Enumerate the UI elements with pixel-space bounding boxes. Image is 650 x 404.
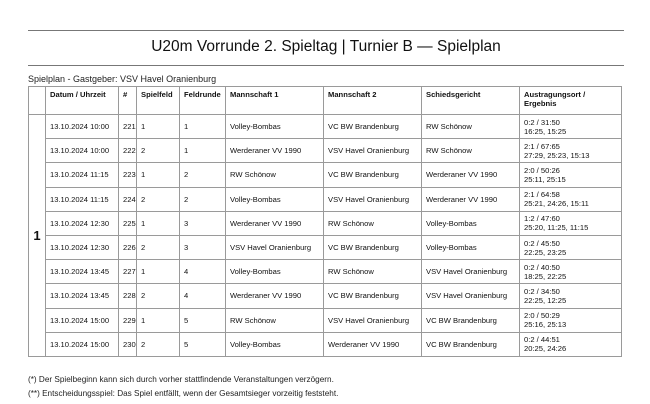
cell-team2: RW Schönow	[324, 211, 422, 235]
cell-datetime: 13.10.2024 10:00	[46, 139, 119, 163]
cell-team2: VSV Havel Oranienburg	[324, 308, 422, 332]
cell-team2: VC BW Brandenburg	[324, 235, 422, 259]
cell-round: 5	[180, 308, 226, 332]
cell-referee: VSV Havel Oranienburg	[422, 260, 520, 284]
cell-match-number: 224	[119, 187, 137, 211]
table-row	[29, 235, 622, 259]
cell-result	[520, 187, 622, 211]
cell-result	[520, 308, 622, 332]
cell-team2: VC BW Brandenburg	[324, 115, 422, 139]
cell-match-number: 221	[119, 115, 137, 139]
cell-result	[520, 163, 622, 187]
cell-field: 2	[137, 187, 180, 211]
header-round: Feldrunde	[180, 87, 226, 115]
header-venue-line2: Ergebnis	[524, 99, 557, 108]
cell-team1: Volley-Bombas	[226, 115, 324, 139]
result-sets: 0:2 / 40:50	[524, 262, 560, 272]
result-sets: 1:2 / 47:60	[524, 214, 560, 224]
cell-team1: VSV Havel Oranienburg	[226, 235, 324, 259]
result-points: 18:25, 22:25	[524, 271, 567, 281]
header-field: Spielfeld	[137, 87, 180, 115]
cell-datetime: 13.10.2024 12:30	[46, 211, 119, 235]
cell-result	[520, 284, 622, 308]
result-sets: 2:1 / 64:58	[524, 190, 560, 200]
table-row	[29, 139, 622, 163]
table-row	[29, 163, 622, 187]
result-sets: 0:2 / 31:50	[524, 117, 560, 127]
table-row	[29, 332, 622, 356]
cell-round: 4	[180, 284, 226, 308]
cell-team2: VSV Havel Oranienburg	[324, 139, 422, 163]
group-number: 1	[29, 115, 46, 357]
cell-result	[520, 139, 622, 163]
result-points: 25:20, 11:25, 11:15	[524, 223, 589, 233]
cell-referee: Volley-Bombas	[422, 211, 520, 235]
header-datetime: Datum / Uhrzeit	[46, 87, 119, 115]
cell-field: 1	[137, 211, 180, 235]
cell-match-number: 222	[119, 139, 137, 163]
cell-team1: Volley-Bombas	[226, 260, 324, 284]
result-sets: 0:2 / 44:51	[524, 335, 560, 345]
cell-field: 2	[137, 235, 180, 259]
cell-referee: VC BW Brandenburg	[422, 308, 520, 332]
cell-field: 2	[137, 284, 180, 308]
header-team1: Mannschaft 1	[226, 87, 324, 115]
cell-match-number: 223	[119, 163, 137, 187]
cell-round: 4	[180, 260, 226, 284]
cell-team1: Werderaner VV 1990	[226, 284, 324, 308]
result-sets: 2:1 / 67:65	[524, 141, 560, 151]
table-row	[29, 260, 622, 284]
table-row	[29, 115, 622, 139]
cell-field: 1	[137, 163, 180, 187]
cell-team2: RW Schönow	[324, 260, 422, 284]
footnote-start-delay: (*) Der Spielbeginn kann sich durch vorher stattfindende Veranstaltungen verzögern.	[28, 375, 334, 384]
cell-round: 5	[180, 332, 226, 356]
cell-referee: Werderaner VV 1990	[422, 163, 520, 187]
cell-field: 1	[137, 115, 180, 139]
cell-team1: RW Schönow	[226, 308, 324, 332]
cell-referee: VC BW Brandenburg	[422, 332, 520, 356]
cell-match-number: 227	[119, 260, 137, 284]
cell-round: 3	[180, 235, 226, 259]
cell-match-number: 225	[119, 211, 137, 235]
cell-datetime: 13.10.2024 10:00	[46, 115, 119, 139]
result-points: 25:11, 25:15	[524, 174, 566, 184]
page-title: U20m Vorrunde 2. Spieltag | Turnier B — Spielplan	[151, 38, 501, 55]
cell-field: 2	[137, 139, 180, 163]
cell-match-number: 229	[119, 308, 137, 332]
cell-match-number: 230	[119, 332, 137, 356]
cell-datetime: 13.10.2024 11:15	[46, 187, 119, 211]
cell-field: 1	[137, 308, 180, 332]
cell-result	[520, 115, 622, 139]
result-points: 25:21, 24:26, 15:11	[524, 199, 589, 209]
result-sets: 2:0 / 50:29	[524, 311, 560, 321]
cell-team1: Werderaner VV 1990	[226, 139, 324, 163]
cell-round: 2	[180, 187, 226, 211]
cell-field: 2	[137, 332, 180, 356]
result-points: 25:16, 25:13	[524, 320, 567, 330]
schedule-table	[28, 86, 622, 357]
cell-result	[520, 332, 622, 356]
top-rule	[28, 30, 624, 31]
cell-datetime: 13.10.2024 13:45	[46, 260, 119, 284]
cell-team2: VC BW Brandenburg	[324, 284, 422, 308]
cell-referee: RW Schönow	[422, 139, 520, 163]
result-points: 16:25, 15:25	[524, 126, 567, 136]
cell-round: 1	[180, 139, 226, 163]
title-rule	[28, 65, 624, 66]
cell-result	[520, 211, 622, 235]
table-row	[29, 187, 622, 211]
cell-team2: Werderaner VV 1990	[324, 332, 422, 356]
cell-datetime: 13.10.2024 13:45	[46, 284, 119, 308]
header-number: #	[119, 87, 137, 115]
cell-round: 3	[180, 211, 226, 235]
cell-match-number: 226	[119, 235, 137, 259]
table-header-row	[29, 87, 622, 115]
table-row	[29, 284, 622, 308]
cell-datetime: 13.10.2024 15:00	[46, 308, 119, 332]
table-row	[29, 211, 622, 235]
cell-result	[520, 260, 622, 284]
cell-referee: Werderaner VV 1990	[422, 187, 520, 211]
table-row	[29, 308, 622, 332]
result-sets: 0:2 / 45:50	[524, 238, 560, 248]
cell-referee: Volley-Bombas	[422, 235, 520, 259]
header-team2: Mannschaft 2	[324, 87, 422, 115]
footnote-decider: (**) Entscheidungsspiel: Das Spiel entfällt, wenn der Gesamtsieger vorzeitig feststeht.	[28, 389, 339, 398]
header-referee: Schiedsgericht	[422, 87, 520, 115]
result-sets: 2:0 / 50:26	[524, 165, 560, 175]
cell-team2: VC BW Brandenburg	[324, 163, 422, 187]
cell-referee: VSV Havel Oranienburg	[422, 284, 520, 308]
cell-team1: RW Schönow	[226, 163, 324, 187]
cell-round: 2	[180, 163, 226, 187]
result-points: 22:25, 23:25	[524, 247, 567, 257]
header-venue-line1: Austragungsort /	[524, 90, 586, 99]
cell-team2: VSV Havel Oranienburg	[324, 187, 422, 211]
cell-field: 1	[137, 260, 180, 284]
cell-team1: Volley-Bombas	[226, 187, 324, 211]
cell-match-number: 228	[119, 284, 137, 308]
cell-team1: Volley-Bombas	[226, 332, 324, 356]
schedule-subtitle: Spielplan - Gastgeber: VSV Havel Oranienburg	[28, 74, 217, 84]
group-header	[29, 87, 46, 115]
result-points: 27:29, 25:23, 15:13	[524, 150, 590, 160]
cell-datetime: 13.10.2024 11:15	[46, 163, 119, 187]
cell-result	[520, 235, 622, 259]
result-sets: 0:2 / 34:50	[524, 286, 560, 296]
cell-team1: Werderaner VV 1990	[226, 211, 324, 235]
cell-datetime: 13.10.2024 15:00	[46, 332, 119, 356]
cell-datetime: 13.10.2024 12:30	[46, 235, 119, 259]
cell-referee: RW Schönow	[422, 115, 520, 139]
header-venue-result	[520, 87, 622, 115]
result-points: 22:25, 12:25	[524, 295, 567, 305]
cell-round: 1	[180, 115, 226, 139]
result-points: 20:25, 24:26	[524, 344, 567, 354]
